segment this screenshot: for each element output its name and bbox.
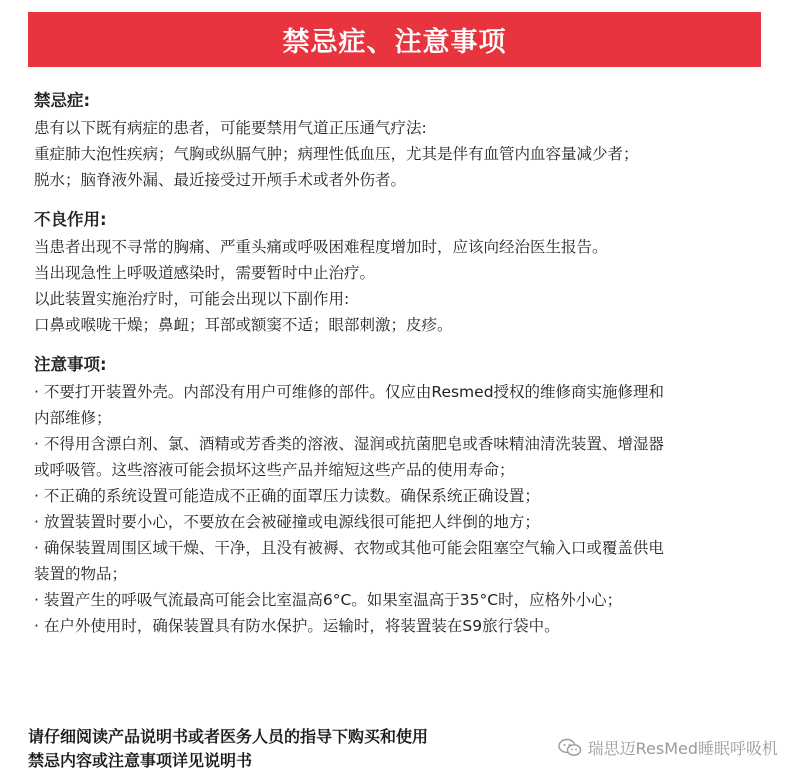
contraindications-heading: 禁忌症: (34, 91, 91, 110)
precaution-text: 放置装置时要小心，不要放在会被碰撞或电源线很可能把人绊倒的地方； (43, 513, 540, 531)
contraindications-section (34, 88, 769, 193)
adverse-effects-line: 口鼻或喉咙干燥；鼻衄；耳部或额窦不适；眼部刺激；皮疹。 (34, 316, 453, 334)
contraindications-line: 脱水；脑脊液外漏、最近接受过开颅手术或者外伤者。 (34, 171, 407, 189)
bullet-marker: · (34, 591, 39, 609)
footer-line: 禁忌内容或注意事项详见说明书 (28, 751, 253, 770)
precaution-text-cont: 装置的物品； (34, 565, 128, 583)
precaution-text-cont: 内部维修； (34, 409, 112, 427)
main-content (34, 88, 769, 653)
precaution-text: 不得用含漂白剂、氯、酒精或芳香类的溶液、湿润或抗菌肥皂或香味精油清洗装置、增湿器 (43, 435, 664, 453)
title-banner (28, 12, 761, 67)
contraindications-line: 重症肺大泡性疾病；气胸或纵膈气肿；病理性低血压，尤其是伴有血管内血容量减少者； (34, 145, 639, 163)
precaution-item (34, 587, 769, 613)
precaution-item (34, 431, 769, 483)
bullet-marker: · (34, 383, 39, 401)
precaution-text: 不正确的系统设置可能造成不正确的面罩压力读数。确保系统正确设置； (43, 487, 540, 505)
bullet-marker: · (34, 513, 39, 531)
adverse-effects-line: 当患者出现不寻常的胸痛、严重头痛或呼吸困难程度增加时，应该向经治医生报告。 (34, 238, 608, 256)
watermark-text: 瑞思迈ResMed睡眠呼吸机 (587, 739, 778, 758)
bullet-marker: · (34, 487, 39, 505)
precautions-section (34, 352, 769, 639)
page-title: 禁忌症、注意事项 (282, 27, 507, 58)
adverse-effects-line: 当出现急性上呼吸道感染时，需要暂时中止治疗。 (34, 264, 376, 282)
bullet-marker: · (34, 539, 39, 557)
precaution-item (34, 613, 769, 639)
precaution-item (34, 483, 769, 509)
precaution-item (34, 509, 769, 535)
contraindications-line: 患有以下既有病症的患者，可能要禁用气道正压通气疗法: (34, 119, 427, 137)
precautions-heading: 注意事项: (34, 355, 107, 374)
wechat-icon (558, 738, 582, 758)
precaution-text: 确保装置周围区域干燥、干净，且没有被褥、衣物或其他可能会阻塞空气输入口或覆盖供电 (43, 539, 664, 557)
precaution-item (34, 535, 769, 587)
precaution-text: 装置产生的呼吸气流最高可能会比室温高6°C。如果室温高于35°C时，应格外小心； (43, 591, 623, 609)
footer-line: 请仔细阅读产品说明书或者医务人员的指导下购买和使用 (28, 727, 429, 746)
adverse-effects-heading: 不良作用: (34, 210, 107, 229)
adverse-effects-section (34, 207, 769, 338)
precaution-text: 不要打开装置外壳。内部没有用户可维修的部件。仅应由Resmed授权的维修商实施修理和 (43, 383, 665, 401)
precaution-text-cont: 或呼吸管。这些溶液可能会损坏这些产品并缩短这些产品的使用寿命； (34, 461, 515, 479)
precaution-text: 在户外使用时，确保装置具有防水保护。运输时，将装置装在S9旅行袋中。 (43, 617, 560, 635)
precaution-item (34, 379, 769, 431)
bullet-marker: · (34, 617, 39, 635)
watermark (558, 736, 778, 759)
bullet-marker: · (34, 435, 39, 453)
adverse-effects-line: 以此装置实施治疗时，可能会出现以下副作用: (34, 290, 350, 308)
